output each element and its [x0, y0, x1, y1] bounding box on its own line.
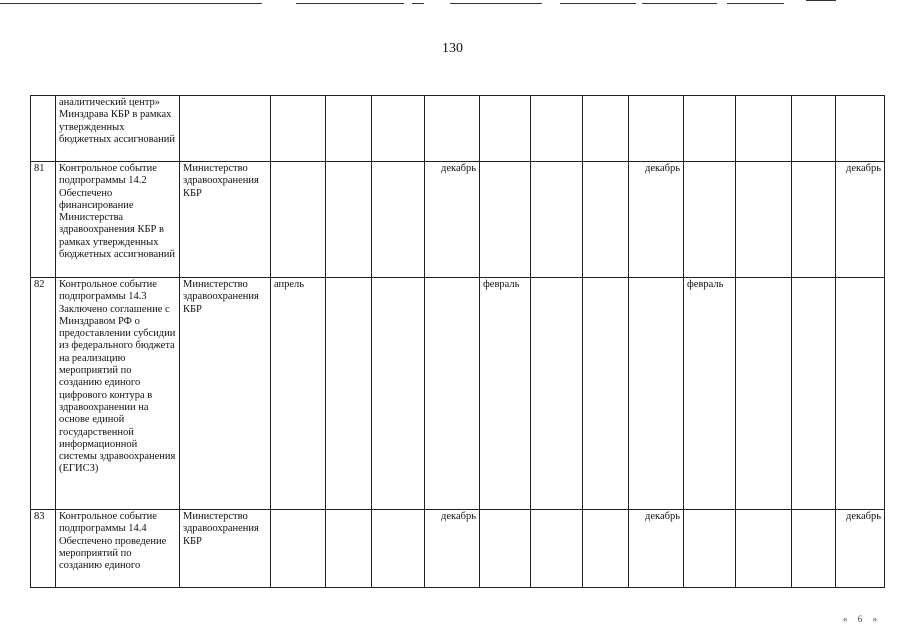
- period-cell: февраль: [480, 278, 531, 510]
- period-cell: [372, 162, 425, 278]
- period-cell: [583, 510, 629, 588]
- period-cell: [271, 162, 326, 278]
- executor-cell: Министерство здравоохранения КБР: [180, 162, 271, 278]
- event-description: Контрольное событие подпрограммы 14.2 Обеспечено финансирование Министерства здравоохранения КБР в рамках утвержденных бюджетных ассигнований: [56, 162, 180, 278]
- scan-edge-line: [727, 3, 784, 4]
- table-row: [31, 278, 885, 510]
- scan-edge-line: [450, 3, 542, 4]
- page-number: 130: [442, 41, 463, 56]
- scan-edge-line: [0, 3, 262, 4]
- schedule-table: [30, 95, 885, 588]
- scan-edge-line: [296, 3, 404, 4]
- row-number: [31, 96, 56, 162]
- scan-edge-line: [806, 0, 836, 1]
- period-cell: декабрь: [836, 510, 885, 588]
- scan-edge-line: [560, 3, 636, 4]
- period-cell: [684, 510, 736, 588]
- event-description: Контрольное событие подпрограммы 14.4 Обеспечено проведение мероприятий по созданию единого: [56, 510, 180, 588]
- period-cell: декабрь: [629, 162, 684, 278]
- period-cell: февраль: [684, 278, 736, 510]
- row-number: 83: [31, 510, 56, 588]
- period-cell: [792, 96, 836, 162]
- executor-cell: Министерство здравоохранения КБР: [180, 510, 271, 588]
- period-cell: [480, 96, 531, 162]
- period-cell: [271, 96, 326, 162]
- table-row: [31, 162, 885, 278]
- period-cell: [836, 278, 885, 510]
- period-cell: [326, 162, 372, 278]
- period-cell: [629, 278, 684, 510]
- scan-edge-line: [412, 3, 424, 4]
- period-cell: [425, 96, 480, 162]
- period-cell: [372, 278, 425, 510]
- period-cell: [736, 96, 792, 162]
- period-cell: [326, 510, 372, 588]
- period-cell: [372, 510, 425, 588]
- period-cell: декабрь: [425, 162, 480, 278]
- period-cell: апрель: [271, 278, 326, 510]
- footer-marks: « 6 »: [843, 614, 881, 624]
- period-cell: [531, 162, 583, 278]
- period-cell: [480, 510, 531, 588]
- event-description: Контрольное событие подпрограммы 14.3 Заключено соглашение с Минздравом РФ о предоставлении субсидии из федерального бюджета на реализацию мероприятий по созданию единого цифрового контура в здравоохранении на основе единой государственной информационной системы здравоохранения (ЕГИСЗ): [56, 278, 180, 510]
- row-number: 81: [31, 162, 56, 278]
- period-cell: [792, 162, 836, 278]
- period-cell: [792, 510, 836, 588]
- table-row: [31, 96, 885, 162]
- period-cell: [480, 162, 531, 278]
- executor-cell: Министерство здравоохранения КБР: [180, 278, 271, 510]
- period-cell: [326, 96, 372, 162]
- period-cell: [792, 278, 836, 510]
- table-row: [31, 510, 885, 588]
- period-cell: декабрь: [629, 510, 684, 588]
- period-cell: [531, 278, 583, 510]
- period-cell: [736, 510, 792, 588]
- period-cell: декабрь: [425, 510, 480, 588]
- period-cell: [583, 96, 629, 162]
- period-cell: [372, 96, 425, 162]
- period-cell: [836, 96, 885, 162]
- event-description: аналитический центр» Минздрава КБР в рамках утвержденных бюджетных ассигнований: [56, 96, 180, 162]
- period-cell: [531, 96, 583, 162]
- period-cell: [583, 278, 629, 510]
- period-cell: [425, 278, 480, 510]
- scan-edge-line: [642, 3, 717, 4]
- executor-cell: [180, 96, 271, 162]
- period-cell: декабрь: [836, 162, 885, 278]
- period-cell: [684, 162, 736, 278]
- period-cell: [736, 162, 792, 278]
- period-cell: [583, 162, 629, 278]
- period-cell: [684, 96, 736, 162]
- period-cell: [531, 510, 583, 588]
- period-cell: [629, 96, 684, 162]
- period-cell: [736, 278, 792, 510]
- period-cell: [326, 278, 372, 510]
- period-cell: [271, 510, 326, 588]
- row-number: 82: [31, 278, 56, 510]
